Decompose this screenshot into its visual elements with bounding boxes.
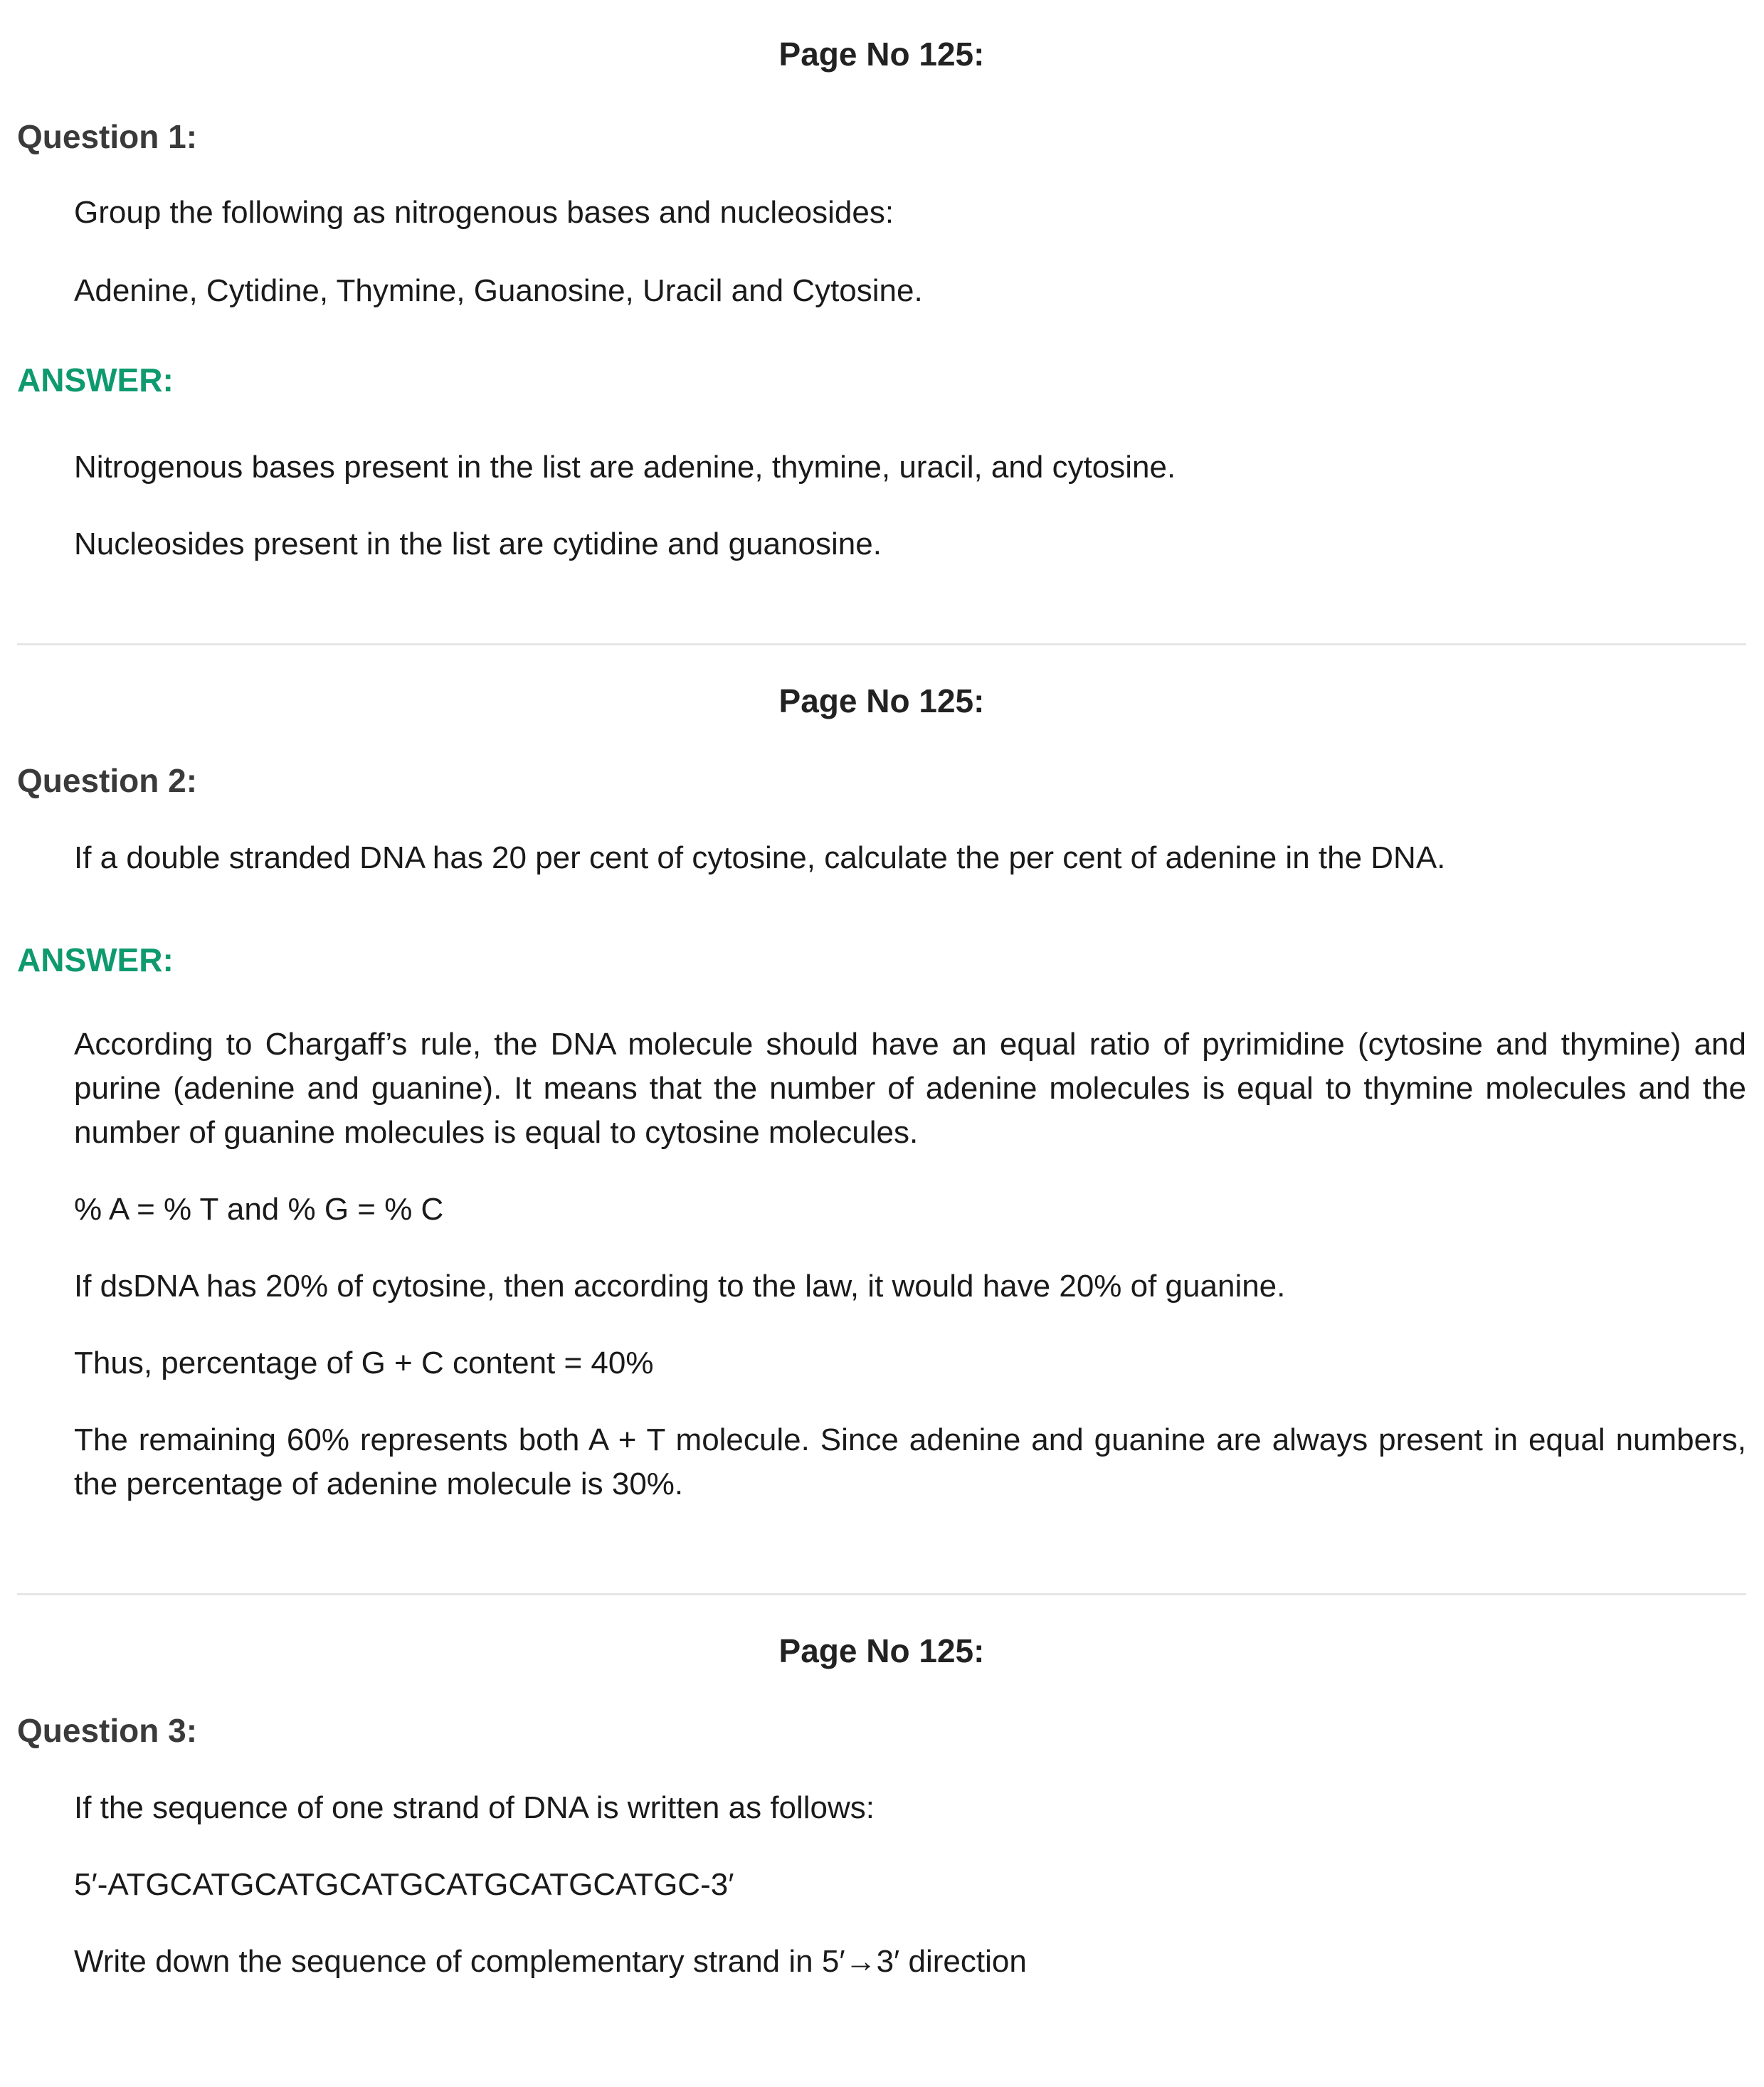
answer-text: If dsDNA has 20% of cytosine, then according to the law, it would have 20% of guanine. [74, 1269, 1286, 1304]
page-number-heading: Page No 125: [778, 1632, 985, 1669]
question-text: Write down the sequence of complementary strand in 5′→3′ direction [74, 1944, 1027, 1979]
question-title: Question 2: [17, 762, 198, 799]
question-text: Adenine, Cytidine, Thymine, Guanosine, Uracil and Cytosine. [74, 273, 923, 308]
answer-text: According to Chargaff’s rule, the DNA molecule should have an equal ratio of pyrimidine (cytosine and thymine) and purine (adenine and guanine). It means that the number of adenine molecules is equal to thymine molecules and the number of guanine molecules is equal to cytosine molecules. [74, 1027, 1746, 1150]
answer-text: Nucleosides present in the list are cytidine and guanosine. [74, 527, 882, 561]
dna-sequence-text: 5′-ATGCATGCATGCATGCATGCATGCATGC-3′ [74, 1867, 734, 1902]
answer-title: ANSWER: [17, 361, 174, 398]
answer-title: ANSWER: [17, 941, 174, 978]
question-section-1 [17, 0, 1746, 645]
document-page [17, 0, 1746, 1984]
page-number-heading: Page No 125: [778, 682, 985, 719]
question-text: Group the following as nitrogenous bases and nucleosides: [74, 195, 894, 230]
question-text: If the sequence of one strand of DNA is written as follows: [74, 1790, 875, 1825]
question-section-2 [17, 645, 1746, 1595]
question-section-3 [17, 1595, 1746, 1984]
page-number-heading: Page No 125: [778, 36, 985, 73]
answer-text: Nitrogenous bases present in the list are adenine, thymine, uracil, and cytosine. [74, 450, 1176, 485]
question-text: If a double stranded DNA has 20 per cent of cytosine, calculate the per cent of adenine in the DNA. [74, 840, 1446, 875]
question-title: Question 1: [17, 118, 198, 155]
answer-text: The remaining 60% represents both A + T molecule. Since adenine and guanine are always present in equal numbers, the percentage of adenine molecule is 30%. [74, 1422, 1746, 1501]
answer-text: % A = % T and % G = % C [74, 1192, 444, 1227]
question-title: Question 3: [17, 1712, 198, 1749]
answer-text: Thus, percentage of G + C content = 40% [74, 1346, 654, 1380]
